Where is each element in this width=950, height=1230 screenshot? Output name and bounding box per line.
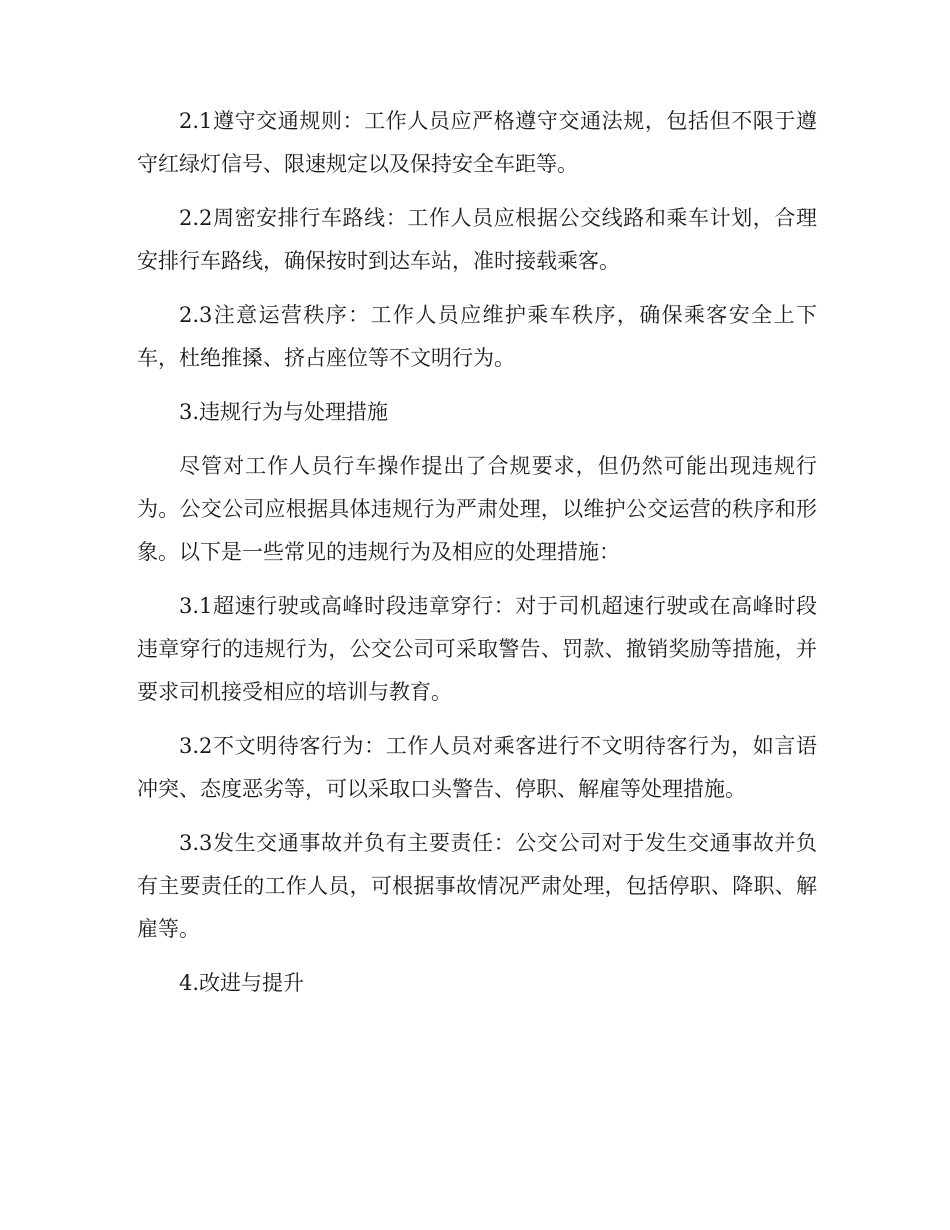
paragraph-2-2: 2.2周密安排行车路线：工作人员应根据公交线路和乘车计划，合理安排行车路线，确保按时到达车站，准时接载乘客。	[137, 206, 817, 273]
section-heading-4: 4.改进与提升	[179, 971, 305, 995]
paragraph-3-1: 3.1超速行驶或高峰时段违章穿行：对于司机超速行驶或在高峰时段违章穿行的违规行为，公交公司可采取警告、罚款、撤销奖励等措施，并要求司机接受相应的培训与教育。	[137, 594, 817, 704]
section-heading-3: 3.违规行为与处理措施	[179, 400, 389, 424]
paragraph-3-intro: 尽管对工作人员行车操作提出了合规要求，但仍然可能出现违规行为。公交公司应根据具体违规行为严肃处理，以维护公交运营的秩序和形象。以下是一些常见的违规行为及相应的处理措施：	[137, 454, 817, 564]
paragraph-2-3: 2.3注意运营秩序：工作人员应维护乘车秩序，确保乘客安全上下车，杜绝推搡、挤占座位等不文明行为。	[137, 303, 817, 370]
paragraph-3-3: 3.3发生交通事故并负有主要责任：公交公司对于发生交通事故并负有主要责任的工作人员，可根据事故情况严肃处理，包括停职、降职、解雇等。	[137, 831, 817, 941]
paragraph-3-2: 3.2不文明待客行为：工作人员对乘客进行不文明待客行为，如言语冲突、态度恶劣等，可以采取口头警告、停职、解雇等处理措施。	[137, 734, 817, 801]
document-body	[137, 100, 817, 1016]
paragraph-2-1: 2.1遵守交通规则：工作人员应严格遵守交通法规，包括但不限于遵守红绿灯信号、限速规定以及保持安全车距等。	[137, 109, 817, 176]
